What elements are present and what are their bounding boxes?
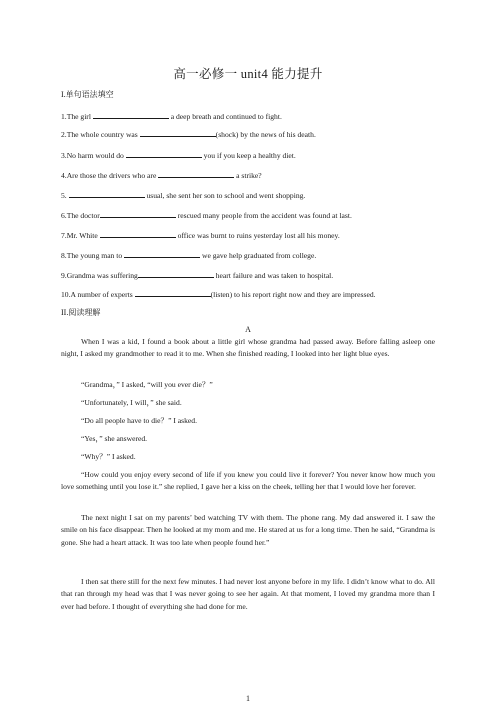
answer-blank[interactable] xyxy=(135,288,211,297)
question-1 xyxy=(61,110,282,121)
question-text: 1.The girl xyxy=(61,112,93,121)
question-text: 2.The whole country was xyxy=(61,130,140,139)
paragraph: “How could you enjoy every second of life if you knew you could live it forever? You never know how much you love something until you lose it.” she replied, I gave her a kiss on the cheek, telling her that I would love her forever. xyxy=(61,470,435,492)
question-6 xyxy=(61,209,352,220)
passage-label: A xyxy=(245,325,251,334)
answer-blank[interactable] xyxy=(138,269,214,278)
page-number: 1 xyxy=(246,694,250,703)
question-text: (shock) by the news of his death. xyxy=(215,130,316,139)
answer-blank[interactable] xyxy=(100,209,176,218)
question-text: 9.Grandma was suffering xyxy=(61,271,138,280)
question-text: you if you keep a healthy diet. xyxy=(201,151,296,160)
question-10 xyxy=(61,288,376,299)
question-4 xyxy=(61,169,262,180)
answer-blank[interactable] xyxy=(69,189,145,198)
answer-blank[interactable] xyxy=(100,229,176,238)
question-text: a strike? xyxy=(234,171,262,180)
question-text: 4.Are those the drivers who are xyxy=(61,171,159,180)
paragraph: “Yes，” she answered. xyxy=(81,434,148,443)
question-text: usual, she sent her son to school and went shopping. xyxy=(144,191,306,200)
question-9 xyxy=(61,269,333,280)
paragraph: “Unfortunately, I will，” she said. xyxy=(81,398,182,407)
paragraph: “Why？” I asked. xyxy=(81,452,136,461)
paragraph: “Grandma，” I asked, “will you ever die？” xyxy=(81,380,213,389)
question-text: heart failure and was taken to hospital. xyxy=(213,271,334,280)
answer-blank[interactable] xyxy=(124,249,200,258)
question-text: a deep breath and continued to fight. xyxy=(168,112,282,121)
question-text: 10.A number of experts xyxy=(61,290,135,299)
question-3 xyxy=(61,149,296,160)
question-text: 5. xyxy=(61,191,69,200)
question-text: 8.The young man to xyxy=(61,251,125,260)
question-text: we gave help graduated from college. xyxy=(200,251,317,260)
answer-blank[interactable] xyxy=(140,128,216,137)
page-title: 高一必修一 unit4 能力提升 xyxy=(173,67,323,81)
answer-blank[interactable] xyxy=(126,149,202,158)
section-heading-reading: II.阅读理解 xyxy=(61,308,101,317)
paragraph: “Do all people have to die？” I asked. xyxy=(81,416,197,425)
section-heading-grammar: I.单句语法填空 xyxy=(61,90,114,99)
answer-blank[interactable] xyxy=(158,169,234,178)
question-2 xyxy=(61,128,316,139)
paragraph: I then sat there still for the next few minutes. I had never lost anyone before in my life. I didn’t know what to do. All that ran through my head was that I was never going to see her again. At that moment, I loved my grandma more than I ever had before. I thought of everything she had done for me. xyxy=(61,577,435,611)
question-text: 6.The doctor xyxy=(61,211,100,220)
question-text: 3.No harm would do xyxy=(61,151,126,160)
question-text: office was burnt to ruins yesterday lost all his money. xyxy=(175,231,340,240)
answer-blank[interactable] xyxy=(93,110,169,119)
paragraph: The next night I sat on my parents’ bed watching TV with them. The phone rang. My dad answered it. I saw the smile on his face disappear. Then he looked at my mom and me. He stared at us for a long time. Then he said, “Grandma is gone. She had a heart attack. It was too late when people found her.” xyxy=(61,513,435,547)
question-5 xyxy=(61,189,305,200)
question-text: 7.Mr. White xyxy=(61,231,100,240)
paragraph: When I was a kid, I found a book about a little girl whose grandma had passed away. Before falling asleep one night, I asked my grandmother to read it to me. When she finished reading, I looked into her light blue eyes. xyxy=(61,337,435,359)
question-7 xyxy=(61,229,340,240)
question-8 xyxy=(61,249,316,260)
question-text: (listen) to his report right now and they are impressed. xyxy=(210,290,376,299)
question-text: rescued many people from the accident was found at last. xyxy=(175,211,352,220)
